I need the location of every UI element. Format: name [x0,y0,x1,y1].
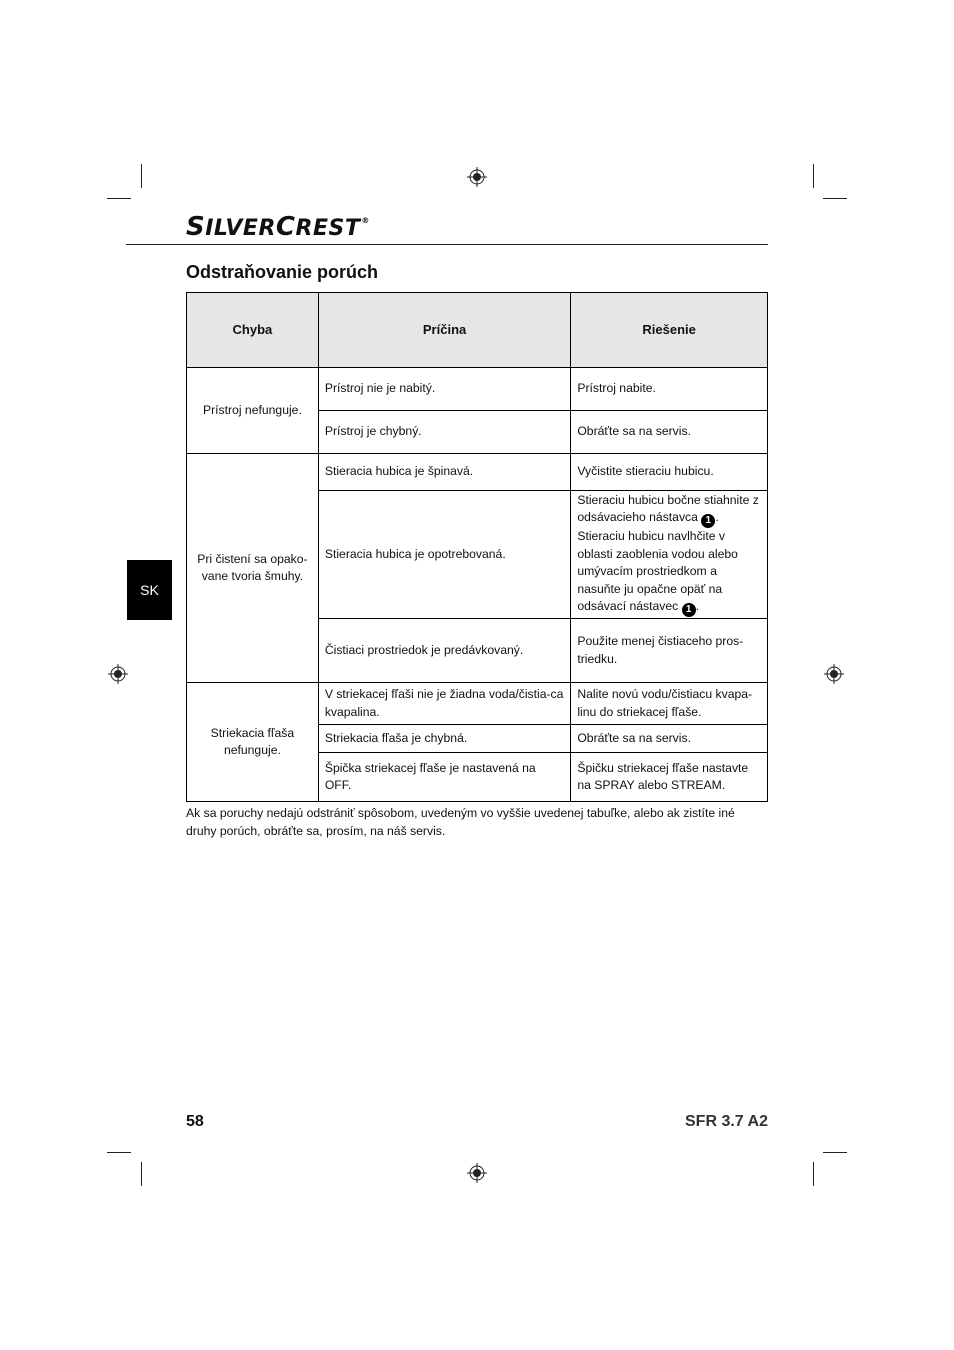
error-cell: Prístroj nefunguje. [187,368,319,454]
brand-logo: SILVERCREST® [186,212,370,242]
solution-cell: Nalite novú vodu/čistiacu kvapa-linu do striekacej fľaše. [571,683,768,725]
solution-cell: Stieraciu hubicu bočne stiahnite z odsávacieho nástavca 1 . Stieraciu hubicu navlhčite v oblasti zaoblenia vodou alebo umývacím prostriedkom a nasuňte ju opačne opäť na odsávací nástavec 1 . [571,491,768,619]
table-row [187,368,768,411]
table-row [187,454,768,491]
column-header-pricina: Príčina [318,293,571,368]
table-header-row [187,293,768,368]
error-cell: Pri čistení sa opako-vane tvoria šmuhy. [187,454,319,683]
cause-cell: V striekacej fľaši nie je žiadna voda/čistia-ca kvapalina. [318,683,571,725]
registration-mark-icon [467,167,487,187]
column-header-riesenie: Riešenie [571,293,768,368]
error-cell: Striekacia fľaša nefunguje. [187,683,319,802]
cause-cell: Prístroj je chybný. [318,411,571,454]
solution-cell: Vyčistite stieraciu hubicu. [571,454,768,491]
solution-cell: Prístroj nabite. [571,368,768,411]
page-title: Odstraňovanie porúch [186,262,379,282]
solution-cell: Obráťte sa na servis. [571,411,768,454]
language-tab: SK [127,560,172,620]
crop-mark [813,164,814,188]
crop-mark [141,164,142,188]
model-number: SFR 3.7 A2 [685,1113,768,1130]
cause-cell: Čistiaci prostriedok je predávkovaný. [318,619,571,683]
crop-mark [823,198,847,199]
column-header-chyba: Chyba [187,293,319,368]
registration-mark-icon [467,1163,487,1183]
crop-mark [107,1152,131,1153]
registration-mark-icon [108,664,128,684]
table-row [187,683,768,725]
page-number: 58 [186,1113,204,1130]
crop-mark [823,1152,847,1153]
cause-cell: Striekacia fľaša je chybná. [318,725,571,753]
crop-mark [107,198,131,199]
crop-mark [141,1162,142,1186]
cause-cell: Špička striekacej fľaše je nastavená na OFF. [318,753,571,802]
part-number-badge: 1 [682,603,696,617]
cause-cell: Stieracia hubica je špinavá. [318,454,571,491]
header-rule [126,244,768,245]
cause-cell: Stieracia hubica je opotrebovaná. [318,491,571,619]
cause-cell: Prístroj nie je nabitý. [318,368,571,411]
part-number-badge: 1 [701,514,715,528]
solution-cell: Špičku striekacej fľaše nastavte na SPRAY alebo STREAM. [571,753,768,802]
solution-cell: Použite menej čistiaceho pros-triedku. [571,619,768,683]
crop-mark [813,1162,814,1186]
troubleshooting-table [186,292,768,802]
registration-mark-icon [824,664,844,684]
footnote: Ak sa poruchy nedajú odstrániť spôsobom, uvedeným vo vyššie uvedenej tabuľke, alebo ak zistíte iné druhy porúch, obráťte sa, prosím, na náš servis. [186,806,735,838]
solution-cell: Obráťte sa na servis. [571,725,768,753]
